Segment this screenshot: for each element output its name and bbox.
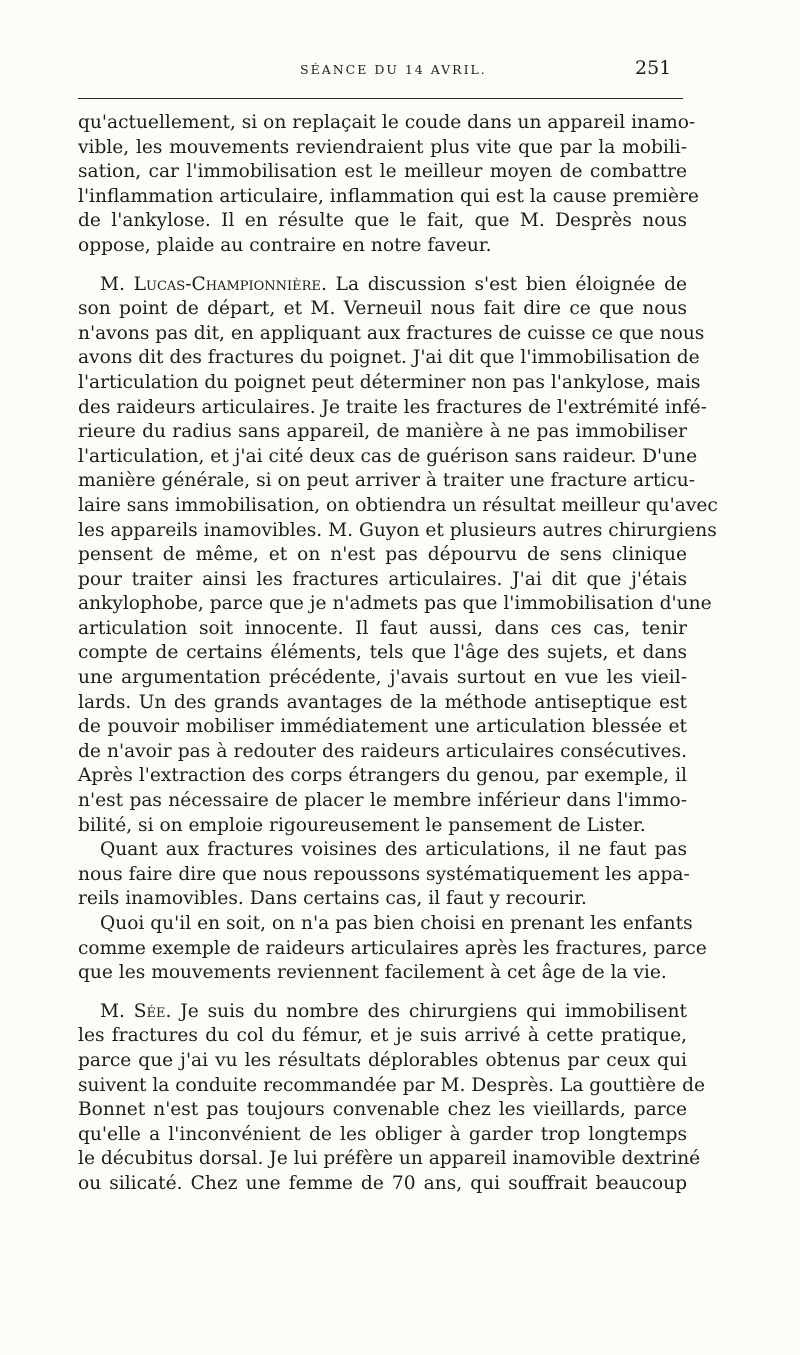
text-line: suivent la conduite recommandée par M. Desprès. La gouttière de (78, 1074, 705, 1096)
text-line: pour traiter ainsi les fractures articulaires. J'ai dit que j'étais (78, 568, 687, 590)
text-line: compte de certains éléments, tels que l'âge des sujets, et dans (78, 642, 687, 664)
body-text (78, 111, 718, 1197)
text-line: une argumentation précédente, j'avais surtout en vue les vieil- (78, 667, 687, 689)
text-line: de l'ankylose. Il en résulte que le fait, que M. Desprès nous (78, 210, 687, 232)
text-line: sation, car l'immobilisation est le meilleur moyen de combattre (78, 161, 687, 183)
text-line: l'articulation, et j'ai cité deux cas de guérison sans raideur. D'une (78, 445, 698, 467)
text-line: de pouvoir mobiliser immédiatement une articulation blessée et (78, 716, 687, 738)
speaker-name: M. Sée. (100, 1000, 172, 1022)
speaker-text: Je suis du nombre des chirurgiens qui immobilisent (180, 1000, 687, 1022)
page-number: 251 (635, 57, 672, 79)
running-head: SÉANCE DU 14 AVRIL. (300, 62, 487, 77)
text-line: pensent de même, et on n'est pas dépourvu de sens clinique (78, 544, 687, 566)
text-line: articulation soit innocente. Il faut aussi, dans ces cas, tenir (78, 617, 687, 639)
text-line: l'articulation du poignet peut déterminer non pas l'ankylose, mais (78, 371, 701, 393)
text-line: les appareils inamovibles. M. Guyon et plusieurs autres chirurgiens (78, 519, 717, 541)
text-line: n'est pas nécessaire de placer le membre inférieur dans l'immo- (78, 790, 687, 812)
text-line: les fractures du col du fémur, et je suis arrivé à cette pratique, (78, 1025, 687, 1047)
speaker-name: M. Lucas-Championnière. (100, 273, 327, 295)
text-line: qu'actuellement, si on replaçait le coude dans un appareil inamo- (78, 112, 696, 133)
speaker-text: La discussion s'est bien éloignée de (335, 273, 687, 295)
text-line: manière générale, si on peut arriver à traiter une fracture articu- (78, 470, 696, 492)
text-line: comme exemple de raideurs articulaires après les fractures, parce (78, 937, 707, 959)
text-line: laire sans immobilisation, on obtiendra un résultat meilleur qu'avec (78, 494, 718, 516)
text-line: Bonnet n'est pas toujours convenable chez les vieillards, parce (78, 1099, 687, 1121)
text-line: vible, les mouvements reviendraient plus vite que par la mobili- (78, 136, 687, 158)
text-line: qu'elle a l'inconvénient de les obliger à garder trop longtemps (78, 1123, 687, 1145)
paragraph-4 (78, 912, 707, 986)
text-line: oppose, plaide au contraire en notre faveur. (78, 234, 492, 256)
text-line: nous faire dire que nous repoussons systématiquement les appa- (78, 863, 690, 885)
text-line: rieure du radius sans appareil, de manière à ne pas immobiliser (78, 421, 687, 443)
text-line (78, 1000, 687, 1025)
text-line: lards. Un des grands avantages de la méthode antiseptique est (78, 691, 687, 713)
text-line: ou silicaté. Chez une femme de 70 ans, qui souffrait beaucoup (78, 1172, 687, 1194)
text-line: Quant aux fractures voisines des articulations, il ne faut pas (100, 839, 687, 861)
paragraph-3 (78, 838, 690, 912)
text-line: reils inamovibles. Dans certains cas, il faut y recourir. (78, 888, 587, 910)
paragraph-lucas-championniere (78, 273, 718, 839)
text-line: des raideurs articulaires. Je traite les fractures de l'extrémité infé- (78, 396, 707, 418)
text-line: l'inflammation articulaire, inflammation qui est la cause première (78, 185, 699, 207)
text-line: Quoi qu'il en soit, on n'a pas bien choisi en prenant les enfants (100, 913, 693, 934)
paragraph-see (78, 1000, 705, 1197)
text-line: son point de départ, et M. Verneuil nous fait dire ce que nous (78, 298, 687, 320)
text-line: parce que j'ai vu les résultats déplorables obtenus par ceux qui (78, 1049, 687, 1071)
text-line: n'avons pas dit, en appliquant aux fractures de cuisse ce que nous (78, 322, 705, 344)
text-line: ankylophobe, parce que je n'admets pas que l'immobilisation d'une (78, 593, 712, 615)
text-line: le décubitus dorsal. Je lui préfère un appareil inamovible dextriné (78, 1148, 701, 1170)
header-rule (78, 98, 683, 99)
paragraph-1 (78, 111, 699, 259)
text-line: avons dit des fractures du poignet. J'ai dit que l'immobilisation de (78, 347, 700, 369)
text-line: que les mouvements reviennent facilement à cet âge de la vie. (78, 962, 667, 984)
text-line (78, 273, 687, 298)
text-line: bilité, si on emploie rigoureusement le pansement de Lister. (78, 814, 646, 836)
text-line: Après l'extraction des corps étrangers du genou, par exemple, il (78, 765, 687, 787)
text-line: de n'avoir pas à redouter des raideurs articulaires consécutives. (78, 740, 687, 762)
